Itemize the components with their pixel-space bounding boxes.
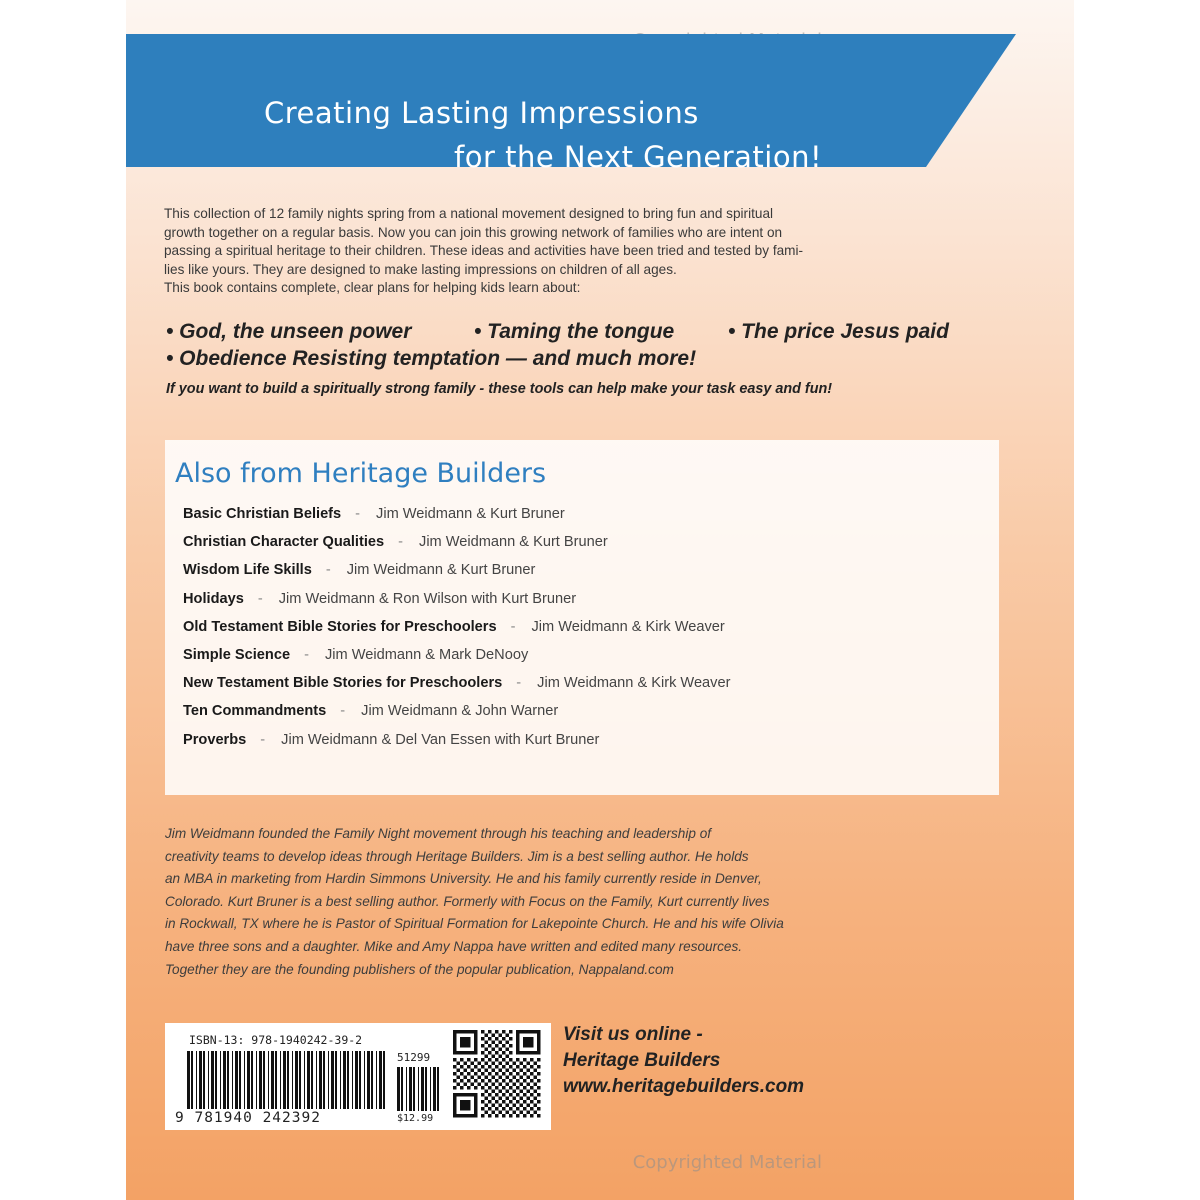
book-title: Wisdom Life Skills <box>183 562 312 579</box>
bio-line: creativity teams to develop ideas through Heritage Builders. Jim is a best selling author. He holds <box>165 848 749 864</box>
qr-code <box>453 1030 543 1122</box>
book-title: Proverbs <box>183 731 247 748</box>
banner-line-1: Creating Lasting Impressions <box>264 96 699 130</box>
barcode-box <box>165 1023 551 1130</box>
book-title: Ten Commandments <box>183 703 327 720</box>
bio-line: Colorado. Kurt Bruner is a best selling author. Formerly with Focus on the Family, Kurt currently lives <box>165 893 770 909</box>
ean-barcode <box>187 1051 387 1113</box>
book-entry <box>183 675 983 703</box>
separator: - <box>260 731 266 748</box>
book-entry <box>183 647 983 675</box>
watermark-bottom: Copyrighted Material <box>632 1152 822 1173</box>
separator: - <box>510 618 516 635</box>
intro-paragraph <box>164 205 964 298</box>
separator: - <box>325 562 331 579</box>
author-bio <box>165 823 955 981</box>
book-authors: Jim Weidmann & Ron Wilson with Kurt Bruner <box>278 590 577 607</box>
bio-line: have three sons and a daughter. Mike and Amy Nappa have written and edited many resources. <box>165 938 743 954</box>
banner-line-2: for the Next Generation! <box>454 140 823 174</box>
book-title: Old Testament Bible Stories for Preschoolers <box>183 618 497 635</box>
separator: - <box>516 675 522 692</box>
price-barcode <box>397 1067 443 1111</box>
book-authors: Jim Weidmann & Kurt Bruner <box>346 562 536 579</box>
price-text: $12.99 <box>397 1113 434 1124</box>
bullet-item: • Taming the tongue <box>474 320 675 343</box>
also-from-title: Also from Heritage Builders <box>175 458 547 489</box>
ean-digits: 9 781940 242392 <box>175 1110 321 1126</box>
visit-line-1: Visit us online - <box>563 1024 703 1045</box>
website-link[interactable]: www.heritagebuilders.com <box>563 1076 805 1097</box>
separator: - <box>340 703 346 720</box>
book-entry <box>183 562 983 590</box>
intro-line: growth together on a regular basis. Now you can join this growing network of families who are intent on <box>164 224 783 240</box>
visit-line-2: Heritage Builders <box>563 1050 721 1071</box>
book-entry <box>183 506 983 534</box>
banner <box>126 34 1016 174</box>
book-entry <box>183 732 983 760</box>
book-authors: Jim Weidmann & Kurt Bruner <box>376 506 565 522</box>
also-from-box <box>165 440 999 795</box>
separator: - <box>398 534 404 551</box>
bullet-item: • The price Jesus paid <box>728 320 949 343</box>
book-authors: Jim Weidmann & John Warner <box>361 703 559 720</box>
isbn-text: ISBN-13: 978-1940242-39-2 <box>189 1033 363 1047</box>
bio-line: an MBA in marketing from Hardin Simmons University. He and his family currently reside in Denver, <box>165 871 762 887</box>
bullet-item: • Obedience Resisting temptation — and much more! <box>166 347 697 370</box>
book-title: Christian Character Qualities <box>183 534 385 551</box>
separator: - <box>257 590 263 607</box>
visit-us <box>563 1022 804 1100</box>
tagline: If you want to build a spiritually strong family - these tools can help make your task easy and fun! <box>166 381 833 397</box>
book-authors: Jim Weidmann & Kirk Weaver <box>531 618 725 635</box>
bullet-item: • God, the unseen power <box>166 320 412 343</box>
book-title: New Testament Bible Stories for Preschoolers <box>183 675 503 692</box>
separator: - <box>355 506 361 522</box>
book-list <box>183 506 983 760</box>
intro-line: lies like yours. They are designed to make lasting impressions on children of all ages. <box>164 261 677 277</box>
book-entry <box>183 619 983 647</box>
price-code: 51299 <box>397 1051 431 1064</box>
book-title: Simple Science <box>183 646 291 663</box>
book-entry <box>183 703 983 731</box>
separator: - <box>304 646 309 663</box>
book-title: Basic Christian Beliefs <box>183 506 342 522</box>
book-authors: Jim Weidmann & Kurt Bruner <box>419 534 608 551</box>
topic-bullets <box>166 318 996 372</box>
book-title: Holidays <box>183 590 244 607</box>
book-authors: Jim Weidmann & Mark DeNooy <box>324 646 529 663</box>
book-entry <box>183 534 983 562</box>
book-entry <box>183 591 983 619</box>
book-authors: Jim Weidmann & Del Van Essen with Kurt Bruner <box>281 731 600 748</box>
intro-line: passing a spiritual heritage to their children. These ideas and activities have been tried and tested by fami- <box>164 243 804 258</box>
bio-line: in Rockwall, TX where he is Pastor of Spiritual Formation for Lakepointe Church. He and his wife Olivia <box>165 916 784 932</box>
intro-line: This collection of 12 family nights spring from a national movement designed to bring fun and spiritual <box>164 206 774 221</box>
bio-line: Together they are the founding publishers of the popular publication, Nappaland.com <box>165 961 674 977</box>
intro-line: This book contains complete, clear plans for helping kids learn about: <box>164 280 581 295</box>
book-authors: Jim Weidmann & Kirk Weaver <box>537 675 731 692</box>
bio-line: Jim Weidmann founded the Family Night movement through his teaching and leadership of <box>165 826 712 841</box>
